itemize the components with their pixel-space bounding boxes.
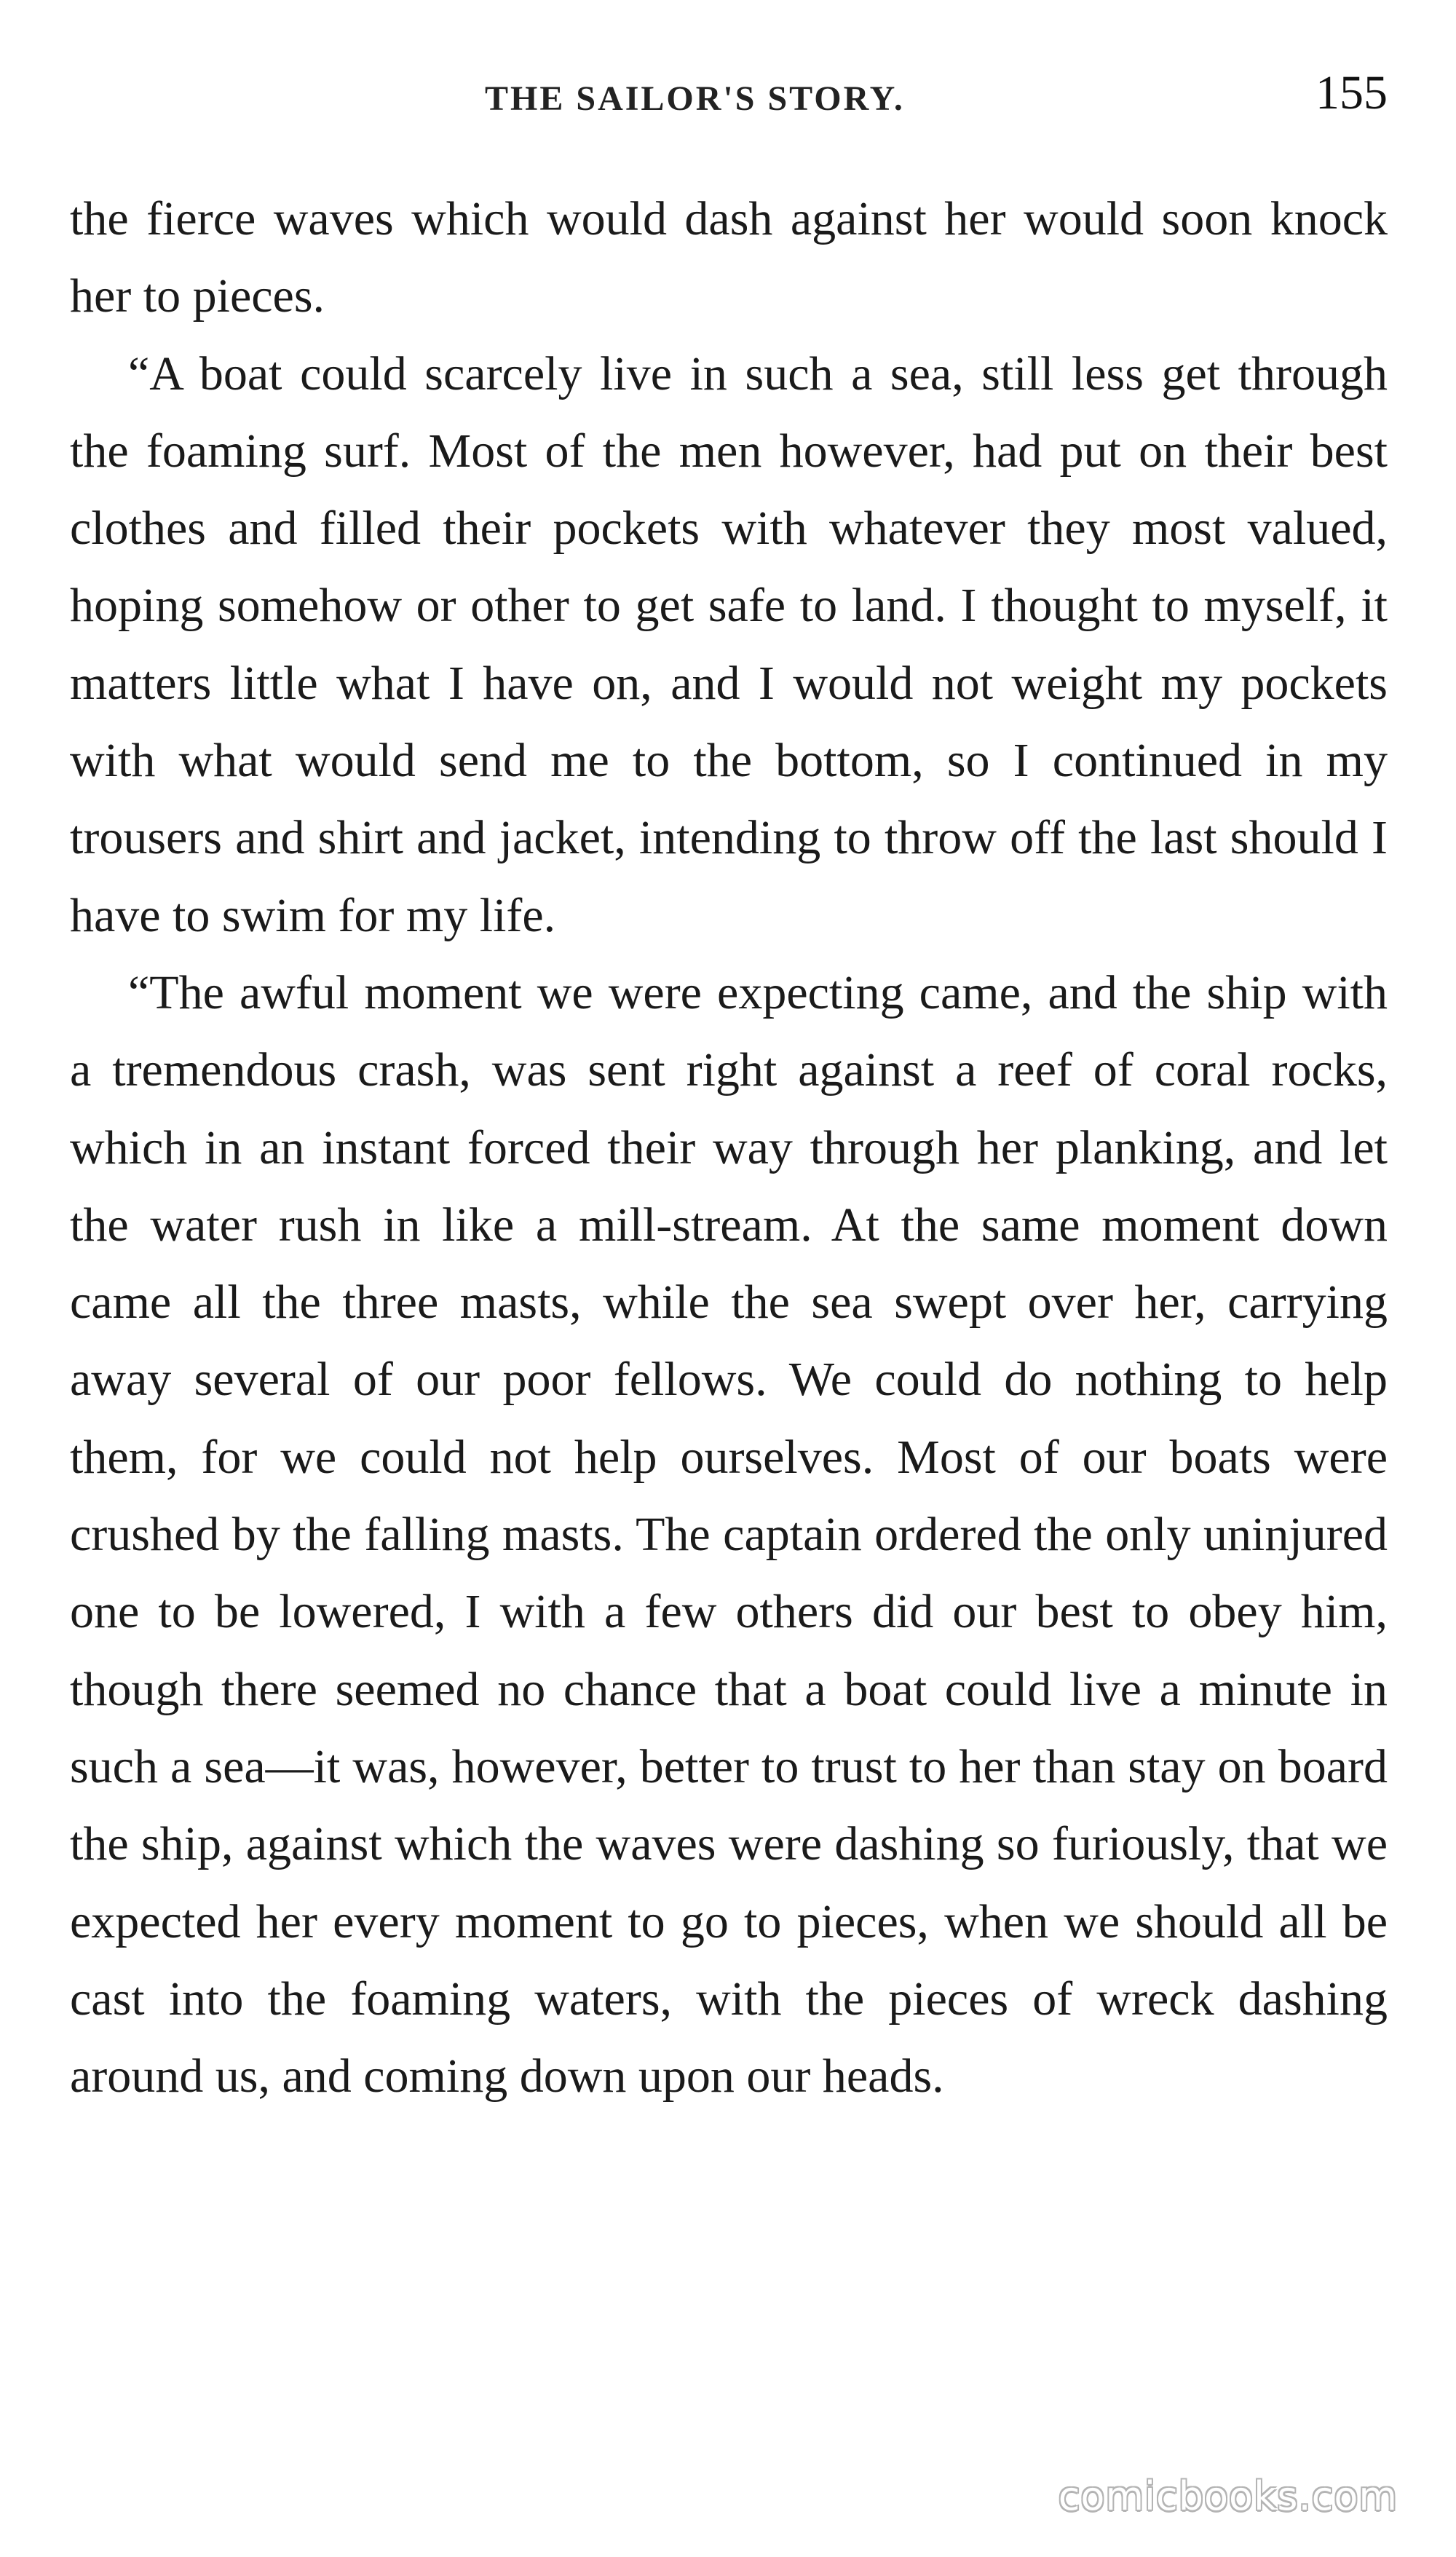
paragraph-continuation: the fierce waves which would dash against her would soon knock her to pieces.	[70, 192, 1388, 323]
watermark: comicbooks.com	[1058, 2473, 1398, 2519]
page-number: 155	[1315, 66, 1388, 119]
body-text	[70, 181, 1388, 2115]
running-head	[70, 66, 1388, 131]
paragraph-boat: “A boat could scarcely live in such a sea, still less get through the foaming surf. Most of the men however, had put on their best clothes and filled their pockets with whatever they most valued, hoping somehow or other to get safe to land. I thought to myself, it matters little what I have on, and I would not weight my pockets with what would send me to the bottom, so I continued in my trousers and shirt and jacket, intending to throw off the last should I have to swim for my life.	[70, 347, 1388, 942]
paragraph-shipwreck: “The awful moment we were expecting came, and the ship with a tremendous crash, was sent right against a reef of coral rocks, which in an instant forced their way through her planking, and let the water rush in like a mill-stream. At the same moment down came all the three masts, while the sea swept over her, carrying away several of our poor fellows. We could do nothing to help them, for we could not help ourselves. Most of our boats were crushed by the falling masts. The captain ordered the only uninjured one to be lowered, I with a few others did our best to obey him, though there seemed no chance that a boat could live a minute in such a sea—it was, however, better to trust to her than stay on board the ship, against which the waves were dashing so furiously, that we expected her every moment to go to pieces, when we should all be cast into the foaming waters, with the pieces of wreck dashing around us, and coming down upon our heads.	[70, 965, 1388, 2103]
running-title: THE SAILOR'S STORY.	[485, 79, 905, 118]
